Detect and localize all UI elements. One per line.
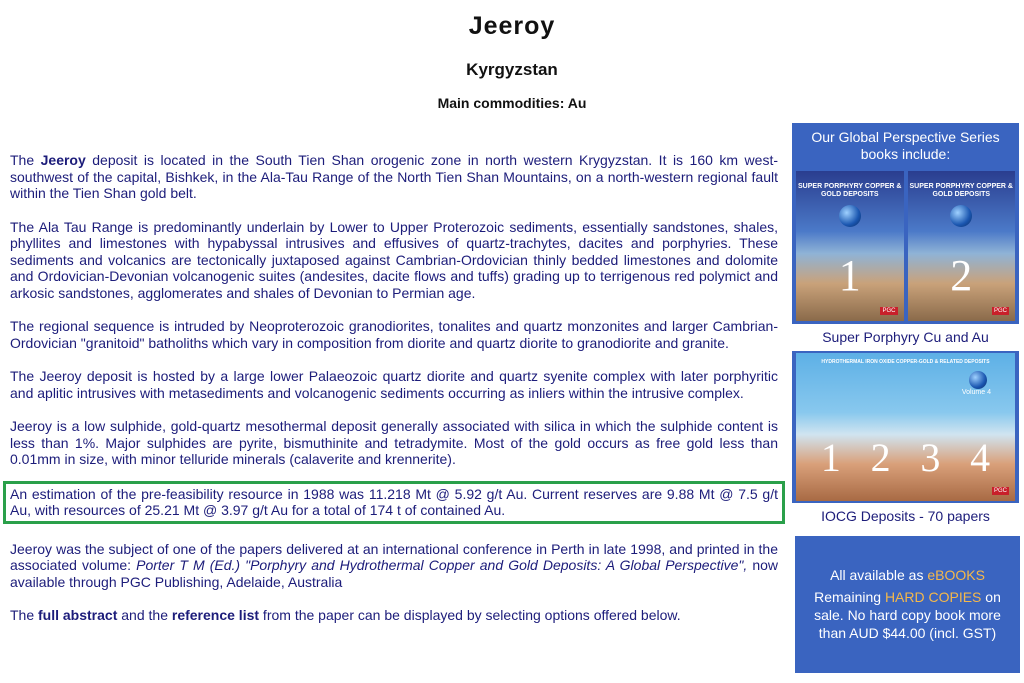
globe-icon bbox=[969, 371, 987, 389]
iocg-volume-numbers: 1 2 3 4 bbox=[820, 435, 991, 480]
promo-box[interactable] bbox=[795, 536, 1020, 673]
paragraph-resources-highlighted: An estimation of the pre-feasibility resource in 1988 was 11.218 Mt @ 5.92 g/t Au. Current reserves are 9.88 Mt @ 7.5 g/t Au, with resources of 25.21 Mt @ 3.97 g/t Au for a total of 174 t of contained Au. bbox=[3, 481, 785, 524]
iocg-series-title: HYDROTHERMAL IRON OXIDE COPPER-GOLD & RELATED DEPOSITS bbox=[821, 359, 990, 365]
paragraph-mineralisation: Jeeroy is a low sulphide, gold-quartz mesothermal deposit generally associated with silica in which the sulphide content is less than 1%. Major sulphides are pyrite, bismuthinite and tetradymite. Most of the gold occurs as free gold less than 0.01mm in size, with minor telluride minerals (calaverite and krennerite). bbox=[10, 418, 778, 467]
promo-hard-copies: Remaining HARD COPIES on sale. No hard copy book more than AUD $44.00 (incl. GST) bbox=[814, 589, 1001, 641]
hard-copies-link[interactable]: HARD COPIES bbox=[884, 589, 982, 605]
iocg-books[interactable] bbox=[792, 351, 1019, 503]
promo-ebooks: All available as eBOOKS bbox=[830, 567, 985, 583]
book-cover-2[interactable]: SUPER PORPHYRY COPPER & GOLD DEPOSITS 2 PGC bbox=[908, 171, 1016, 321]
publication-reference: Porter T M (Ed.) "Porphyry and Hydrothermal Copper and Gold Deposits: A Global Perspective", bbox=[136, 557, 748, 573]
ebooks-link[interactable]: eBOOKS bbox=[927, 567, 985, 583]
paragraph-links: The full abstract and the reference list from the paper can be displayed by selecting options offered below. bbox=[10, 607, 681, 623]
book-cover-1[interactable]: SUPER PORPHYRY COPPER & GOLD DEPOSITS 1 PGC bbox=[796, 171, 904, 321]
paragraph-location: The Jeeroy deposit is located in the South Tien Shan orogenic zone in north western Krygyzstan. It is 160 km west-southwest of the capital, Bishkek, in the Ala-Tau Range of the North Tien Shan Mountains, on a north-western regional fault within the Tien Shan gold belt. bbox=[10, 152, 779, 201]
paragraph-geology: The Ala Tau Range is predominantly underlain by Lower to Upper Proterozoic sediments, essentially sandstones, shales, phyllites and limestones with hypabyssal intrusives and effusives of quartz-trachytes, dacites and porphyries. These sediments and volcanics are tectonically juxtaposed against Cambrian-Ordovician thinly bedded limestones and dolomite and Ordovician-Devonian volcanogenic suites (andesites, dacite flows and tuffs) grading up to terrigenous red polymict and arkosic sandstones, agglomerates and shales of Devonian to Permian age. bbox=[10, 218, 778, 301]
super-porphyry-books[interactable] bbox=[792, 168, 1019, 324]
globe-icon bbox=[839, 205, 861, 227]
paragraph-host: The Jeeroy deposit is hosted by a large lower Palaeozoic quartz diorite and quartz syenite complex with later porphyritic and aplitic intrusives with metasediments and volcanogenic sediments occurring as inliers within the intrusive complex. bbox=[10, 368, 778, 401]
paragraph-intrusions: The regional sequence is intruded by Neoproterozoic granodiorites, tonalites and quartz monzonites and larger Cambrian-Ordovician "granitoid" batholiths which vary in composition from diorite and quartz diorite to granodiorite and granite. bbox=[10, 318, 778, 351]
super-porphyry-caption[interactable]: Super Porphyry Cu and Au bbox=[792, 324, 1019, 351]
page-title: Jeeroy bbox=[468, 12, 556, 40]
commodities-heading: Main commodities: Au bbox=[437, 95, 587, 111]
sidebar-heading: Our Global Perspective Series books include: bbox=[792, 123, 1019, 168]
full-abstract-link[interactable]: full abstract bbox=[38, 607, 118, 623]
globe-icon bbox=[950, 205, 972, 227]
reference-list-link[interactable]: reference list bbox=[171, 607, 260, 623]
deposit-name: Jeeroy bbox=[40, 152, 86, 168]
paragraph-publication: Jeeroy was the subject of one of the papers delivered at an international conference in Perth in late 1998, and printed in the associated volume: Porter T M (Ed.) "Porphyry and Hydrothermal Copper and Gold Deposits: A Global Perspective", now available through PGC Publishing, Adelaide, Australia bbox=[10, 540, 778, 590]
country-heading: Kyrgyzstan bbox=[466, 60, 558, 79]
iocg-volume-label: Volume 4 bbox=[961, 389, 991, 396]
iocg-caption[interactable]: IOCG Deposits - 70 papers bbox=[792, 503, 1019, 530]
pgc-logo: PGC bbox=[993, 488, 1007, 494]
iocg-books-cover[interactable] bbox=[796, 353, 1015, 501]
pgc-logo: PGC bbox=[882, 308, 896, 314]
main-content bbox=[10, 152, 778, 641]
pgc-logo: PGC bbox=[993, 308, 1007, 314]
book-sidebar bbox=[792, 123, 1019, 530]
